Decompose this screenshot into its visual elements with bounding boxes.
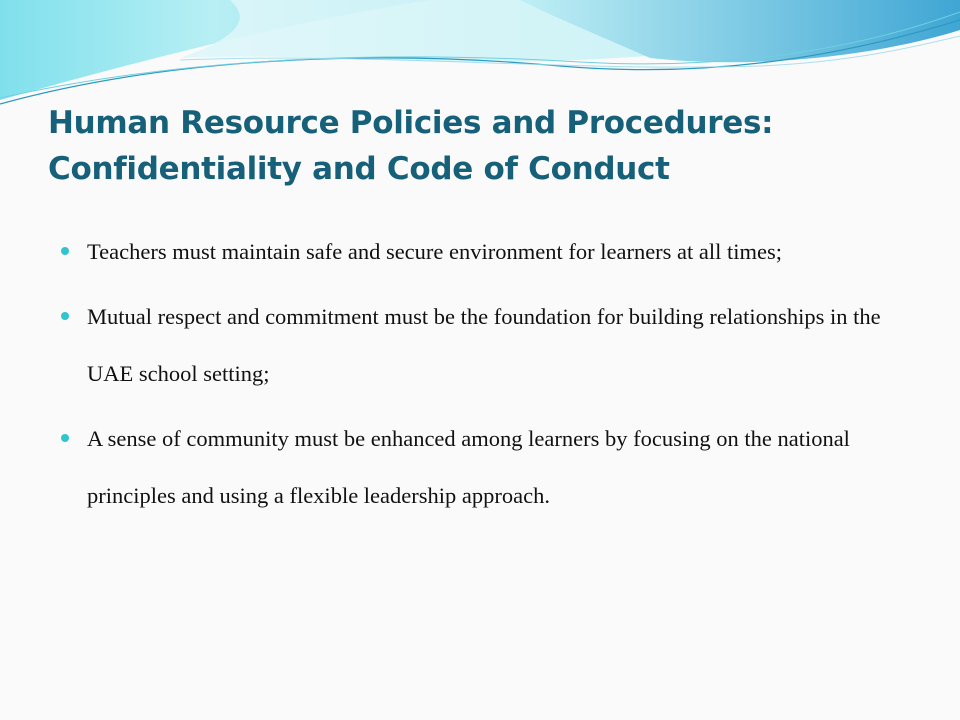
- bullet-dot-icon: [61, 434, 69, 442]
- list-item: [87, 223, 927, 280]
- bullet-dot-icon: [61, 247, 69, 255]
- bullet-text: Mutual respect and commitment must be the foundation for building relationships in the UAE school setting;: [87, 304, 881, 386]
- title-line-2: Confidentiality and Code of Conduct: [48, 151, 670, 187]
- bullet-list: [87, 223, 927, 532]
- slide-title: [48, 100, 928, 192]
- title-line-1: Human Resource Policies and Procedures:: [48, 105, 774, 141]
- bullet-dot-icon: [61, 312, 69, 320]
- bullet-text: A sense of community must be enhanced among learners by focusing on the national principles and using a flexible leadership approach.: [87, 426, 850, 508]
- list-item: [87, 288, 927, 402]
- bullet-text: Teachers must maintain safe and secure environment for learners at all times;: [87, 239, 783, 264]
- list-item: [87, 410, 927, 524]
